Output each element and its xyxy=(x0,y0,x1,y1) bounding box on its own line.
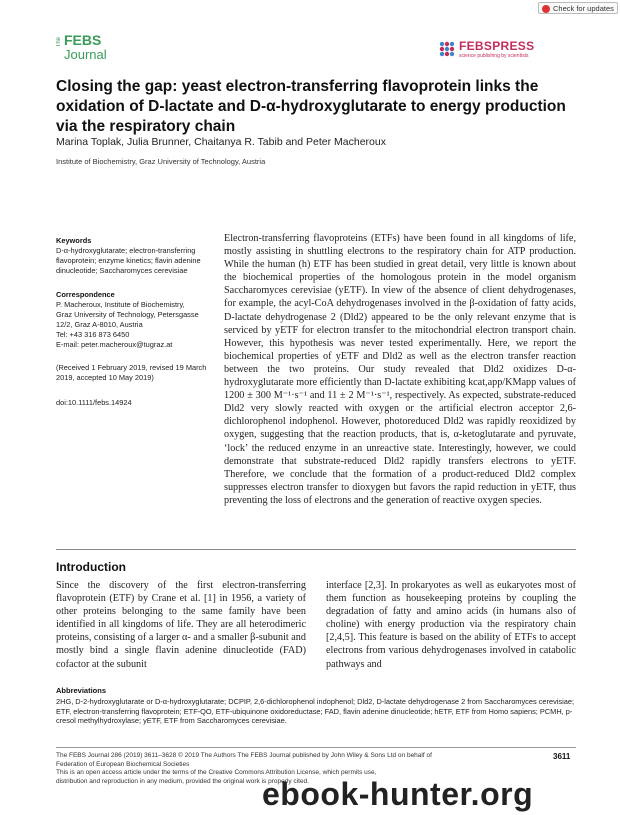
abbreviations-text: 2HG, D-2-hydroxyglutarate or D-α-hydroxyglutarate; DCPIP, 2,6-dichlorophenol indophenol; Dld2, D-lactate dehydrogenase 2 from Saccharomyces cerevisiae; ETF, electron-transferring flavoprotein; ETF-QO, ETF-ubiquinone oxidoreductase; FAD, flavin adenine dinucleotide; hETF, ETF from Homo sapiens; PCMH, p-cresol methylhydroxylase; yETF, ETF from Saccharomyces cerevisiae. xyxy=(56,697,575,726)
check-for-updates-button[interactable] xyxy=(538,2,618,14)
logo-the: The xyxy=(56,37,62,48)
correspondence-heading: Correspondence xyxy=(56,290,115,299)
author-list: Marina Toplak, Julia Brunner, Chaitanya R. Tabib and Peter Macheroux xyxy=(56,136,386,148)
footer-line: Federation of European Biochemical Societies xyxy=(56,760,190,768)
footer-line: The FEBS Journal 286 (2019) 3611–3628 © 2019 The Authors The FEBS Journal published by John Wiley & Sons Ltd on behalf of xyxy=(56,752,432,759)
check-for-updates-label: Check for updates xyxy=(553,4,614,13)
publisher-tagline: science publishing by scientists xyxy=(459,53,529,59)
febs-press-mark-icon xyxy=(438,40,456,58)
page-number: 3611 xyxy=(553,752,571,761)
received-dates: (Received 1 February 2019, revised 19 March 2019, accepted 10 May 2019) xyxy=(56,363,207,382)
section-divider xyxy=(56,549,576,550)
article-title: Closing the gap: yeast electron-transferring flavoprotein links the oxidation of D-lactate and D-α-hydroxyglutarate to energy production via the respiratory chain xyxy=(56,78,566,135)
publisher-name: FEBSPRESS xyxy=(459,39,535,53)
correspondence-block xyxy=(56,290,216,350)
correspondence-line: P. Macheroux, Institute of Biochemistry, xyxy=(56,300,185,309)
abstract: Electron-transferring flavoproteins (ETFs) have been found in all kingdoms of life, mostly assisting in shuttling electrons to the respiratory chain for ATP production. While the human (h) ETF has been studied in great detail, very little is known about the biochemical properties of the homologous protein in the model organism Saccharomyces cerevisiae (yETF). In view of the absence of client dehydrogenases, for example, the acyl-CoA dehydrogenases involved in the β-oxidation of fatty acids, D-lactate dehydrogenase 2 (Dld2) appeared to be the only relevant enzyme that is serviced by yETF for electron transfer to the mitochondrial electron transport chain. However, this hypothesis was never tested experimentally. Here, we report the biochemical properties of yETF and Dld2 as well as the electron transfer reaction between the two proteins. Our study revealed that Dld2 oxidizes D-α-hydroxyglutarate more efficiently than D-lactate exhibiting kcat,app/KMapp values of 1200 ± 300 M⁻¹·s⁻¹ and 11 ± 2 M⁻¹·s⁻¹, respectively. As expected, substrate-reduced Dld2 very slowly reacted with oxygen or the artificial electron acceptor 2,6-dichlorophenol indophenol. However, photoreduced Dld2 was rapidly reoxidized by oxygen, suggesting that the reaction products, that is, α-ketoglutarate and pyruvate, ‘lock’ the reduced enzyme in an unreactive state. Interestingly, however, we could demonstrate that substrate-reduced Dld2 rapidly transfers electrons to yETF. Therefore, we conclude that the formation of a product-reduced Dld2 complex suppresses electron transfer to dioxygen but favors the rapid reduction in yETF, thus preventing the loss of electrons and the generation of reactive oxygen species. xyxy=(224,233,576,506)
keywords-text: D-α-hydroxyglutarate; electron-transferring flavoprotein; enzyme kinetics; flavin adenine dinucleotide; Saccharomyces cerevisiae xyxy=(56,246,201,275)
footer-line: distribution and reproduction in any medium, provided the original work is properly cited. xyxy=(56,777,309,785)
watermark: ebook-hunter.org xyxy=(262,776,534,812)
keywords-block xyxy=(56,236,216,276)
febs-journal-logo xyxy=(56,28,136,66)
affiliation: Institute of Biochemistry, Graz University of Technology, Austria xyxy=(56,157,266,166)
correspondence-line: 12/2, Graz A-8010, Austria xyxy=(56,320,143,329)
logo-journal: Journal xyxy=(64,47,107,62)
keywords-heading: Keywords xyxy=(56,236,92,245)
correspondence-line: Tel: +43 316 873 6450 xyxy=(56,330,130,339)
febs-press-logo xyxy=(438,38,548,62)
introduction-column-2: interface [2,3]. In prokaryotes as well as eukaryotes most of them function as housekeeping proteins by coupling the degradation of fatty and amino acids (in humans also of choline) with energy production via the respiratory chain [2,4,5]. This feature is based on the ability of ETFs to accept electrons from various dehydrogenases involved in catabolic pathways and xyxy=(326,580,576,670)
introduction-column-1: Since the discovery of the first electron-transferring flavoprotein (ETF) by Crane et al. [1] in 1956, a variety of other proteins belonging to the same family have been identified in all kingdoms of life. They are all heterodimeric proteins, consisting of a larger α- and a smaller β-subunit and mostly bind a single flavin adenine dinucleotide (FAD) cofactor at the subunit xyxy=(56,580,306,670)
abbreviations-heading: Abbreviations xyxy=(56,686,107,695)
doi-link[interactable]: doi:10.1111/febs.14924 xyxy=(56,398,132,407)
correspondence-email: E-mail: peter.macheroux@tugraz.at xyxy=(56,340,173,349)
footer-line: This is an open access article under the terms of the Creative Commons Attribution License, which permits use, xyxy=(56,769,377,776)
update-icon xyxy=(542,5,550,13)
logo-febs: FEBS xyxy=(64,32,102,48)
correspondence-line: Graz University of Technology, Petersgasse xyxy=(56,310,199,319)
introduction-heading: Introduction xyxy=(56,560,126,574)
footer-divider xyxy=(56,747,576,748)
